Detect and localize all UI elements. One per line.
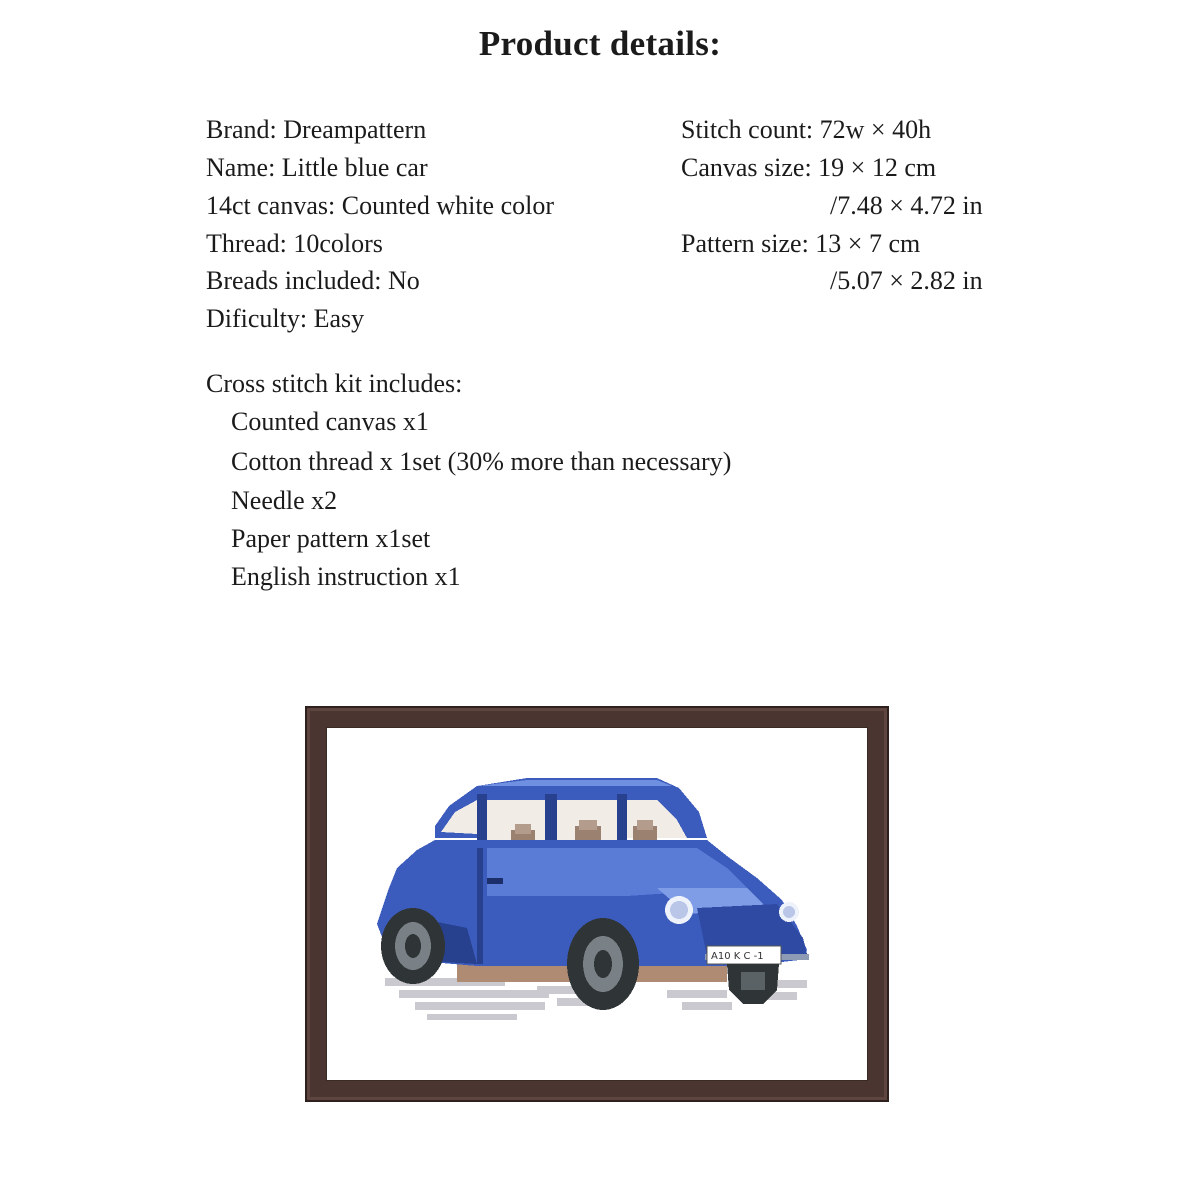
detail-difficulty: Dificulty: Easy [206,304,365,333]
detail-name: Name: Little blue car [206,153,428,182]
detail-thread: Thread: 10colors [206,229,383,258]
detail-pattern-size-in: /5.07 × 2.82 in [830,266,983,295]
detail-stitch-count: Stitch count: 72w × 40h [681,115,932,144]
kit-item: English instruction x1 [231,562,461,591]
license-plate-text: A10 K C -1 [711,951,764,962]
kit-item: Paper pattern x1set [231,524,431,553]
detail-beads: Breads included: No [206,266,420,295]
detail-canvas-size: Canvas size: 19 × 12 cm [681,153,937,182]
detail-pattern-size: Pattern size: 13 × 7 cm [681,229,921,258]
detail-canvas-size-in: /7.48 × 4.72 in [830,191,983,220]
detail-brand: Brand: Dreampattern [206,115,427,144]
detail-canvas-type: 14ct canvas: Counted white color [206,191,555,220]
kit-item: Counted canvas x1 [231,407,429,436]
kit-heading: Cross stitch kit includes: [206,369,463,398]
page-title: Product details: [478,24,722,63]
kit-item: Needle x2 [231,486,338,515]
rear-wheel [381,908,445,984]
kit-item: Cotton thread x 1set (30% more than necessary) [231,447,732,476]
front-wheel [567,918,639,1010]
cross-stitch-canvas [327,728,867,1080]
blue-car-illustration [327,728,867,1080]
